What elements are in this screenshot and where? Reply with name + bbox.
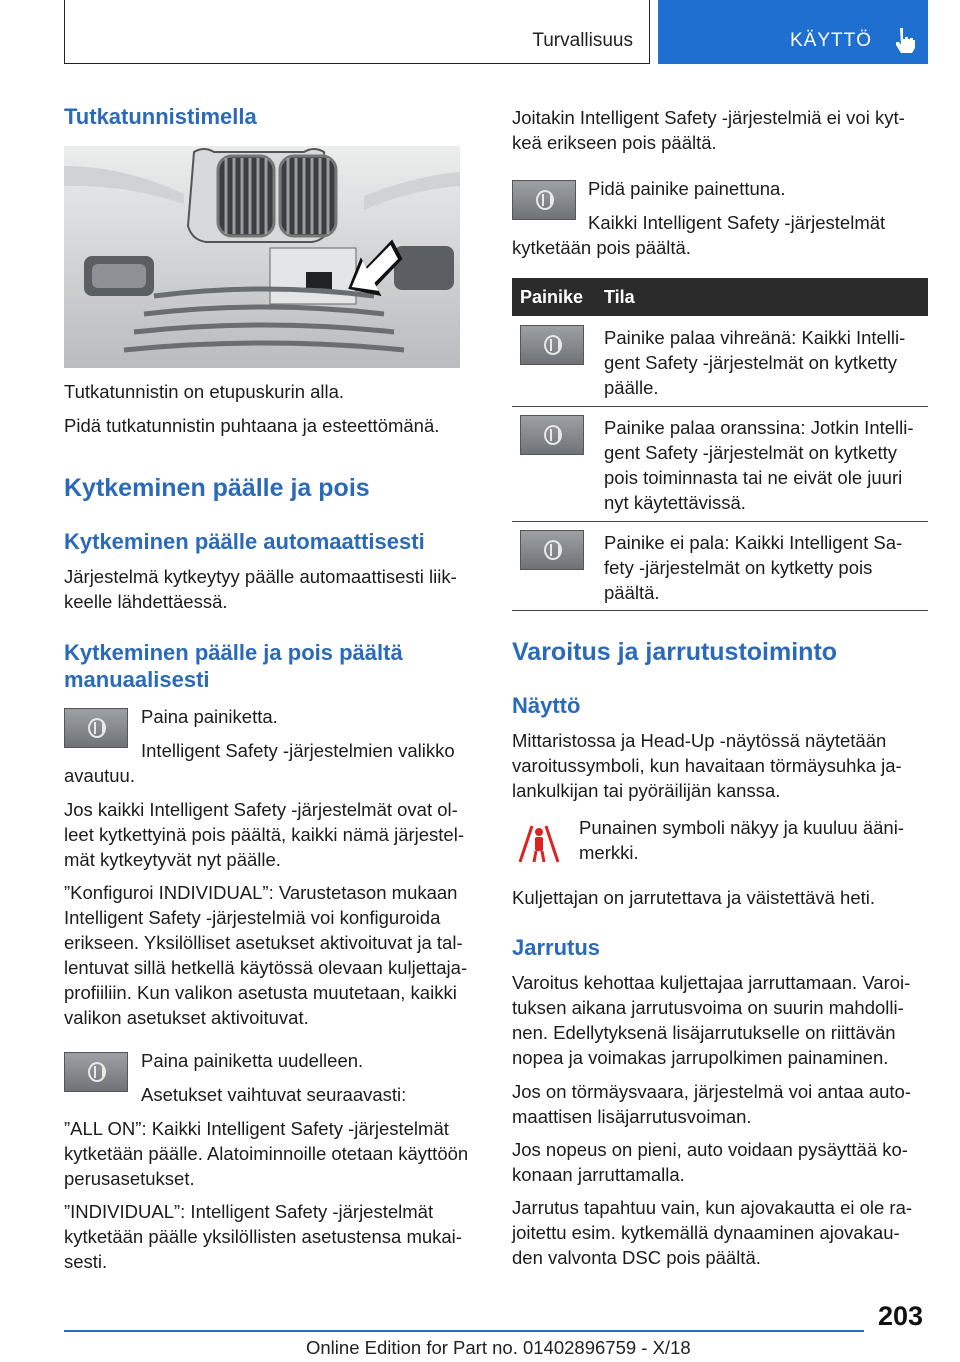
manual-menu-opens-2: avautuu. (64, 765, 135, 786)
manual-para3-line-6: valikon asetukset aktivoituvat. (64, 1007, 309, 1028)
auto-paragraph-line-2: keelle lähdettäessä. (64, 591, 228, 612)
braking-line-2: tuksen aikana jarrutusvoima on suurin mahdolli- (512, 997, 904, 1018)
table-divider (512, 406, 928, 407)
all-on-line-2: kytketään päälle. Alatoiminnoille otetaan käyttöön (64, 1143, 469, 1164)
intelligent-safety-button-icon-3 (512, 180, 576, 220)
button-icon-orange (520, 415, 584, 455)
table-row2-line-4: nyt käytettävissä. (604, 492, 746, 513)
manual-para3-line-1: ”Konfiguroi INDIVIDUAL”: Varustetason mukaan (64, 882, 458, 903)
all-on-line-3: perusasetukset. (64, 1168, 195, 1189)
braking-line-11: den valvonta DSC pois päältä. (512, 1247, 761, 1268)
radar-paragraph-2: Pidä tutkatunnistin puhtaana ja esteettömänä. (64, 415, 440, 436)
braking-line-10: joitettu esim. kytkemällä dynaaminen ajovakau- (512, 1222, 900, 1243)
pointing-hand-icon (894, 26, 918, 54)
car-front-bumper-image (64, 146, 460, 368)
table-row3-line-3: päältä. (604, 582, 660, 603)
table-row2-line-2: gent Safety -järjestelmät on kytketty (604, 442, 898, 463)
individual-line-2: kytketään päälle yksilöllisten asetustensa mukai- (64, 1226, 462, 1247)
heading-manual-line-1: Kytkeminen päälle ja pois päältä (64, 640, 403, 665)
braking-line-5: Jos on törmäysvaara, järjestelmä voi antaa auto- (512, 1081, 911, 1102)
all-off-line-2: kytketään pois päältä. (512, 237, 691, 258)
status-table-header (512, 278, 928, 316)
driver-must-brake: Kuljettajan on jarrutettava ja väistettävä heti. (512, 887, 876, 908)
intelligent-safety-button-icon (64, 708, 128, 748)
manual-press-again: Paina painiketta uudelleen. (141, 1050, 364, 1071)
heading-radar: Tutkatunnistimella (64, 104, 257, 129)
manual-para3-line-2: Intelligent Safety -järjestelmiä voi konfiguroida (64, 907, 441, 928)
hold-button: Pidä painike painettuna. (588, 178, 786, 199)
table-row3-line-2: fety -järjestelmät on kytketty pois (604, 557, 873, 578)
manual-settings-change: Asetukset vaihtuvat seuraavasti: (141, 1084, 407, 1105)
individual-line-1: ”INDIVIDUAL”: Intelligent Safety -järjestelmät (64, 1201, 434, 1222)
braking-line-1: Varoitus kehottaa kuljettajaa jarruttamaan. Varoi- (512, 972, 911, 993)
braking-line-9: Jarrutus tapahtuu vain, kun ajovakautta ei ole ra- (512, 1197, 913, 1218)
manual-para3-line-5: profiiliin. Kun valikon asetusta muutetaan, kaikki (64, 982, 457, 1003)
header-section-title: Turvallisuus (532, 30, 633, 51)
display-line-1: Mittaristossa ja Head-Up -näytössä näytetään (512, 730, 887, 751)
table-row2-line-3: pois toiminnasta tai ne eivät ole juuri (604, 467, 903, 488)
table-header-status: Tila (604, 287, 635, 307)
heading-display: Näyttö (512, 693, 581, 718)
display-line-3: lankulkijan tai pyöräilijän kanssa. (512, 780, 781, 801)
manual-para2-line-1: Jos kaikki Intelligent Safety -järjestelmät ovat ol- (64, 799, 458, 820)
footer-edition: Online Edition for Part no. 01402896759 - X/18 (306, 1337, 691, 1358)
button-icon-off (520, 530, 584, 570)
heading-warning-braking: Varoitus ja jarrutustoiminto (512, 638, 838, 666)
header-section-box (64, 0, 650, 64)
radar-paragraph-1: Tutkatunnistin on etupuskurin alla. (64, 381, 345, 402)
braking-line-4: nopea ja voimakas jarrupolkimen painaminen. (512, 1047, 889, 1068)
footer-rule (64, 1330, 864, 1332)
table-header-button: Painike (520, 287, 584, 307)
heading-manual-line-2: manuaalisesti (64, 667, 210, 692)
all-on-line-1: ”ALL ON”: Kaikki Intelligent Safety -järjestelmät (64, 1118, 449, 1139)
header-chapter-tab (658, 0, 928, 64)
pedestrian-warning-icon (512, 820, 566, 866)
heading-auto-on: Kytkeminen päälle automaattisesti (64, 529, 425, 554)
table-row1-line-1: Painike palaa vihreänä: Kaikki Intelli- (604, 327, 906, 348)
table-divider (512, 521, 928, 522)
right-intro-line-1: Joitakin Intelligent Safety -järjestelmiä ei voi kyt- (512, 107, 905, 128)
manual-para2-line-2: leet kytkettyinä pois päältä, kaikki nämä järjestel- (64, 824, 464, 845)
heading-on-off: Kytkeminen päälle ja pois (64, 474, 370, 502)
table-divider (512, 610, 928, 611)
manual-para2-line-3: mät kytkeytyvät nyt päälle. (64, 849, 281, 870)
table-row2-line-1: Painike palaa oranssina: Jotkin Intelli- (604, 417, 914, 438)
manual-para3-line-3: erikseen. Yksilölliset asetukset aktivoituvat ja tal- (64, 932, 463, 953)
table-row1-line-2: gent Safety -järjestelmät on kytketty (604, 352, 898, 373)
braking-line-7: Jos nopeus on pieni, auto voidaan pysäyttää ko- (512, 1139, 908, 1160)
table-row3-line-1: Painike ei pala: Kaikki Intelligent Sa- (604, 532, 903, 553)
radar-sensor-photo (64, 146, 460, 368)
individual-line-3: sesti. (64, 1251, 108, 1272)
manual-menu-opens-1: Intelligent Safety -järjestelmien valikko (141, 740, 455, 761)
all-off-line-1: Kaikki Intelligent Safety -järjestelmät (588, 212, 886, 233)
manual-para3-line-4: lentuvat sillä hetkellä käytössä olevaan kuljettaja- (64, 957, 468, 978)
display-line-2: varoitussymboli, kun havaitaan törmäysuhka ja- (512, 755, 902, 776)
symbol-line-2: merkki. (579, 842, 639, 863)
header-chapter-label: KÄYTTÖ (790, 30, 873, 51)
button-icon-green (520, 325, 584, 365)
page-number: 203 (878, 1301, 924, 1331)
braking-line-6: maattisen lisäjarrutusvoiman. (512, 1106, 752, 1127)
right-intro-line-2: keä erikseen pois päältä. (512, 132, 717, 153)
manual-press-button: Paina painiketta. (141, 706, 278, 727)
symbol-line-1: Punainen symboli näkyy ja kuuluu ääni- (579, 817, 904, 838)
intelligent-safety-button-icon-2 (64, 1052, 128, 1092)
heading-braking: Jarrutus (512, 935, 601, 960)
auto-paragraph-line-1: Järjestelmä kytkeytyy päälle automaattisesti liik- (64, 566, 457, 587)
braking-line-8: konaan jarruttamalla. (512, 1164, 685, 1185)
braking-line-3: nen. Edellytyksenä lisäjarrutukselle on riittävän (512, 1022, 896, 1043)
table-row1-line-3: päälle. (604, 377, 659, 398)
